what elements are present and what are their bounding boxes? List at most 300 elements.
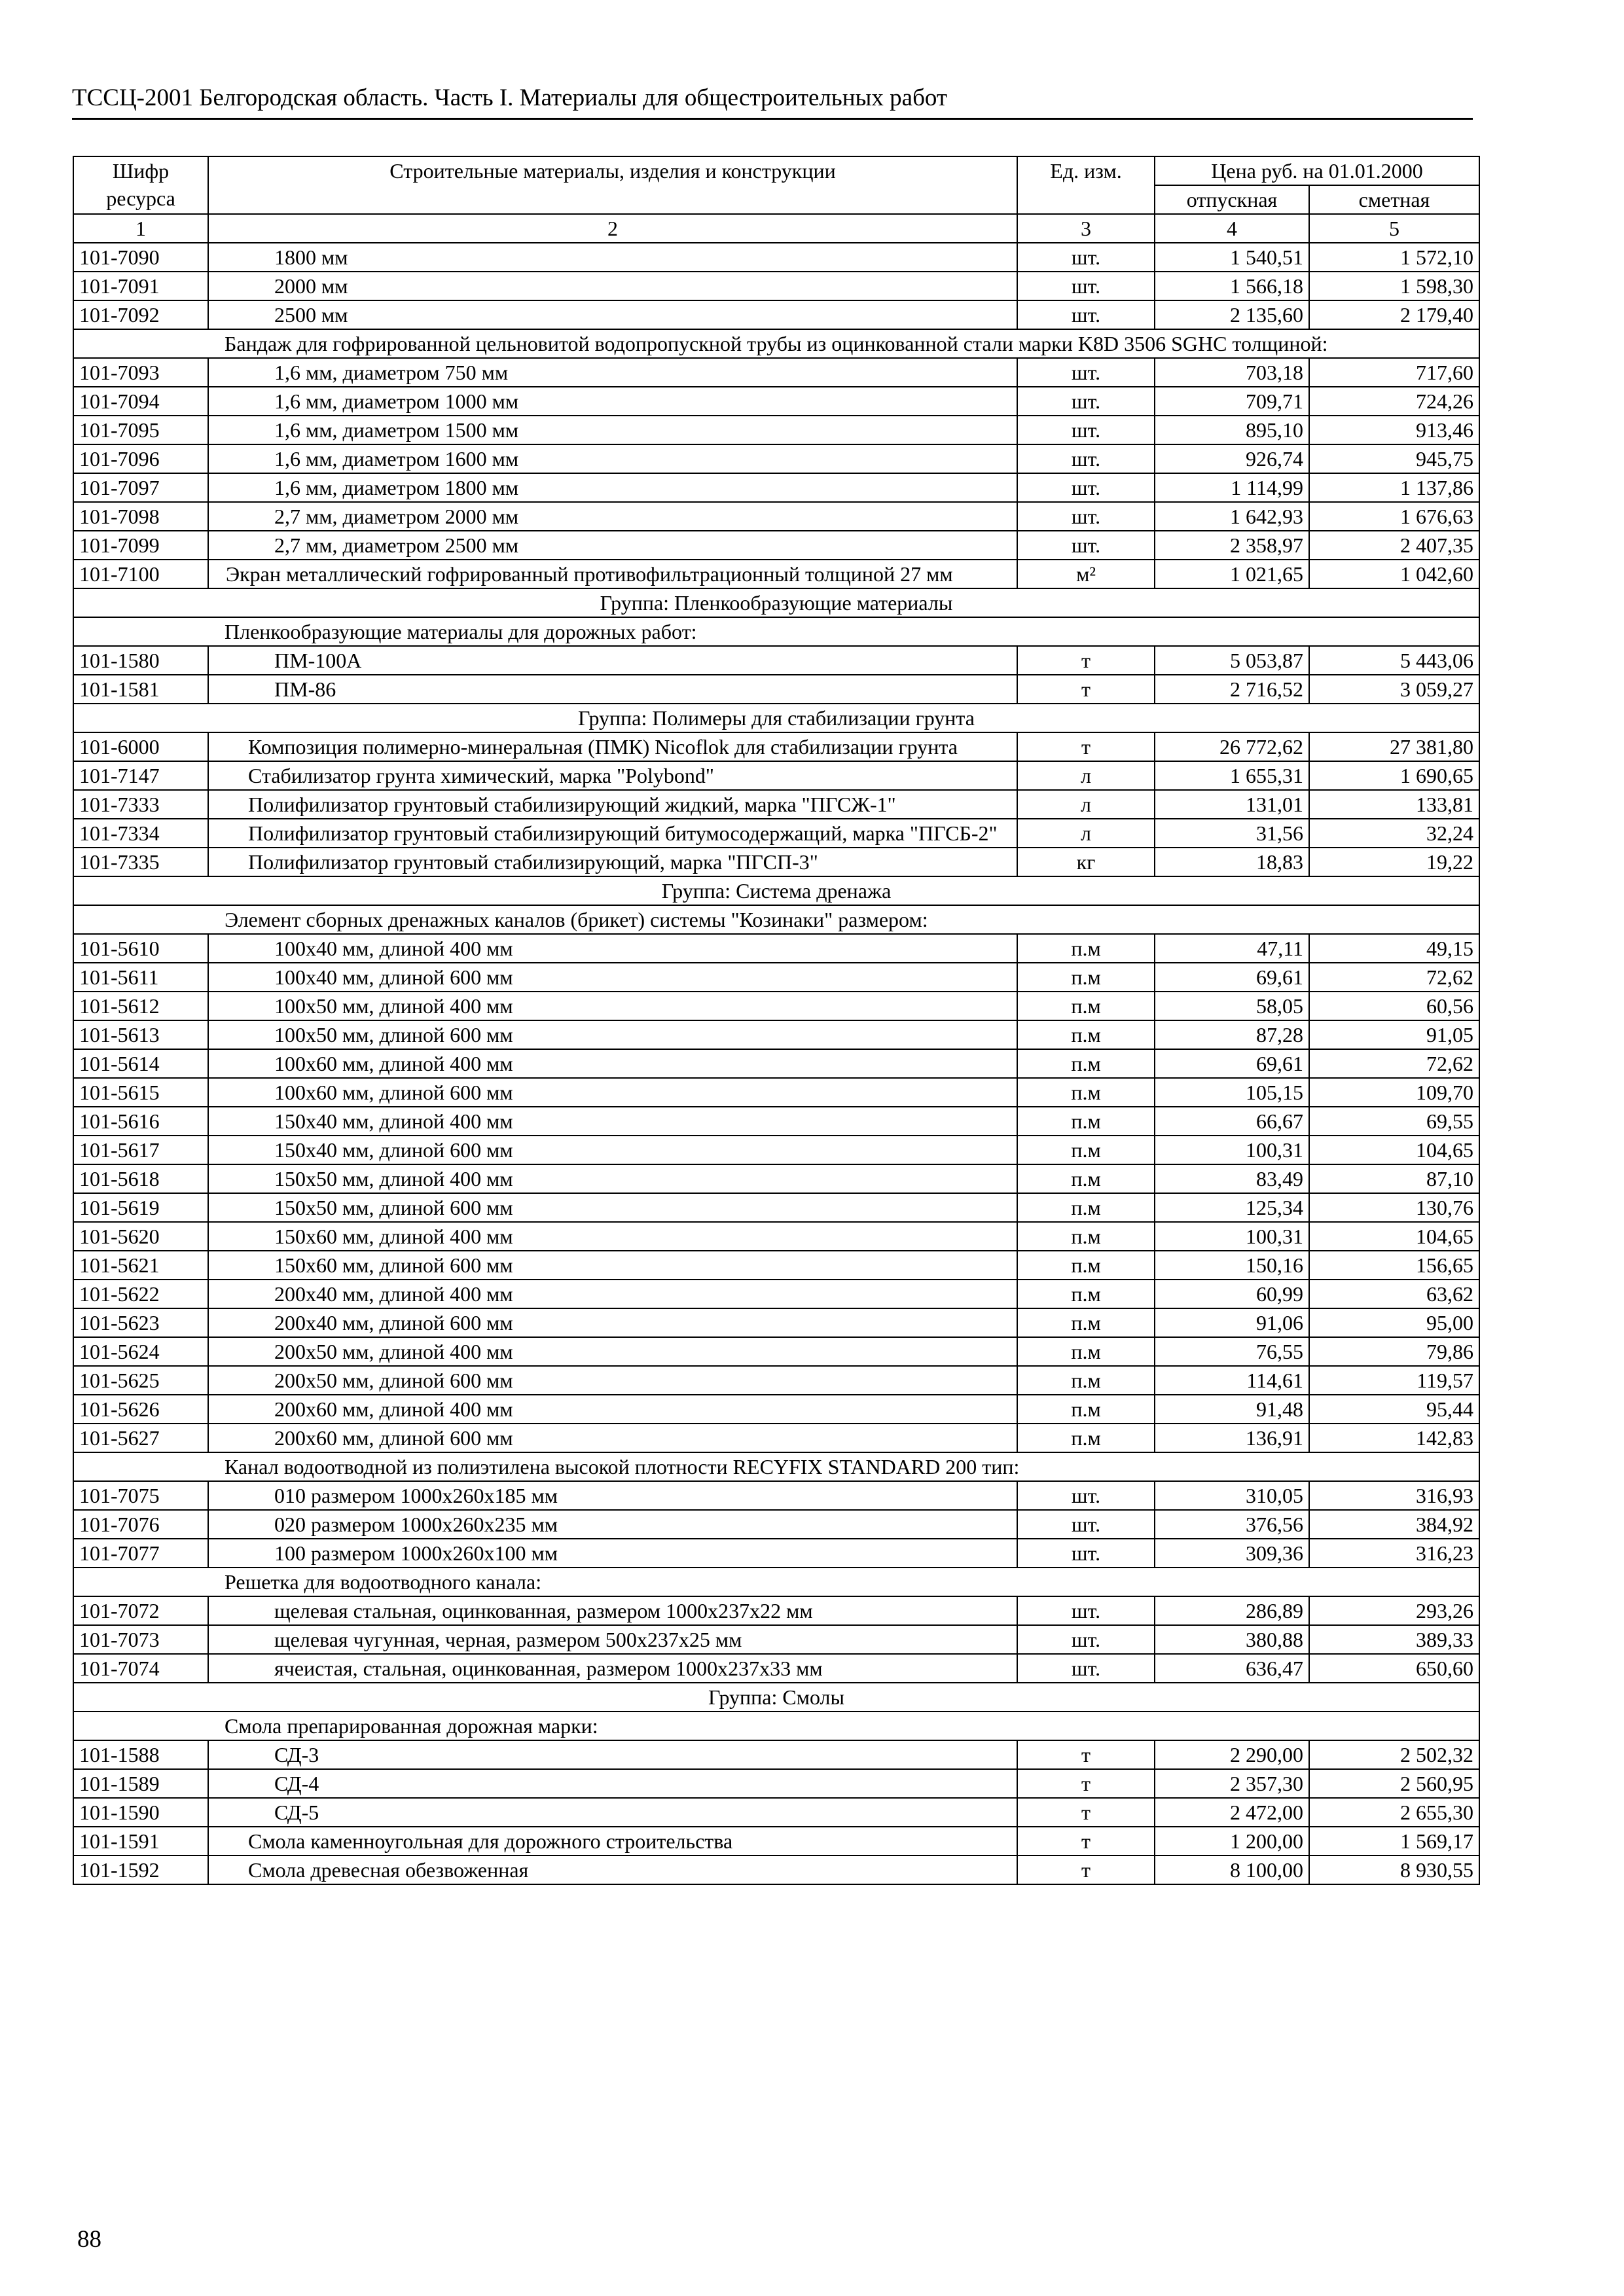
column-number: 5 [1309, 214, 1479, 243]
estimate-price: 3 059,27 [1309, 675, 1479, 704]
release-price: 131,01 [1155, 790, 1309, 819]
header-code: Шифр ресурса [73, 156, 208, 214]
estimate-price: 133,81 [1309, 790, 1479, 819]
release-price: 87,28 [1155, 1020, 1309, 1049]
price-table [73, 156, 1480, 1885]
release-price: 31,56 [1155, 819, 1309, 848]
estimate-price: 142,83 [1309, 1424, 1479, 1452]
estimate-price: 2 560,95 [1309, 1769, 1479, 1798]
header-unit: Ед. изм. [1017, 156, 1155, 214]
unit-cell: шт. [1017, 387, 1155, 416]
table-row [73, 1222, 1479, 1251]
resource-code: 101-7099 [73, 531, 208, 560]
table-header-row [73, 156, 1479, 185]
table-row [73, 1424, 1479, 1452]
unit-cell: п.м [1017, 1366, 1155, 1395]
table-row [73, 300, 1479, 329]
estimate-price: 104,65 [1309, 1136, 1479, 1164]
material-name: 2000 мм [208, 272, 1017, 300]
unit-cell: п.м [1017, 1395, 1155, 1424]
unit-cell: п.м [1017, 934, 1155, 963]
estimate-price: 1 598,30 [1309, 272, 1479, 300]
material-name: Полифилизатор грунтовый стабилизирующий, марка "ПГСП-3" [208, 848, 1017, 876]
table-row [73, 387, 1479, 416]
unit-cell: л [1017, 819, 1155, 848]
release-price: 69,61 [1155, 1049, 1309, 1078]
resource-code: 101-6000 [73, 732, 208, 761]
estimate-price: 95,00 [1309, 1308, 1479, 1337]
table-row [73, 1164, 1479, 1193]
resource-code: 101-7100 [73, 560, 208, 588]
table-row [73, 761, 1479, 790]
table-row [73, 1280, 1479, 1308]
release-price: 100,31 [1155, 1222, 1309, 1251]
estimate-price: 95,44 [1309, 1395, 1479, 1424]
resource-code: 101-7097 [73, 473, 208, 502]
material-name: 2,7 мм, диаметром 2000 мм [208, 502, 1017, 531]
estimate-price: 724,26 [1309, 387, 1479, 416]
section-heading-row [73, 329, 1479, 358]
resource-code: 101-5619 [73, 1193, 208, 1222]
release-price: 895,10 [1155, 416, 1309, 444]
material-name: 1,6 мм, диаметром 1800 мм [208, 473, 1017, 502]
table-row [73, 848, 1479, 876]
material-name: СД-5 [208, 1798, 1017, 1827]
unit-cell: шт. [1017, 473, 1155, 502]
resource-code: 101-1592 [73, 1856, 208, 1884]
unit-cell: п.м [1017, 1280, 1155, 1308]
section-heading: Канал водоотводной из полиэтилена высокой плотности RECYFIX STANDARD 200 тип: [73, 1452, 1479, 1481]
release-price: 47,11 [1155, 934, 1309, 963]
resource-code: 101-5612 [73, 992, 208, 1020]
header-estimate: сметная [1309, 185, 1479, 214]
estimate-price: 384,92 [1309, 1510, 1479, 1539]
unit-cell: т [1017, 1856, 1155, 1884]
section-heading: Бандаж для гофрированной цельновитой водопропускной трубы из оцинкованной стали марки K8D 3506 SGHC толщиной: [73, 329, 1479, 358]
resource-code: 101-1590 [73, 1798, 208, 1827]
resource-code: 101-7077 [73, 1539, 208, 1568]
release-price: 286,89 [1155, 1596, 1309, 1625]
table-row [73, 272, 1479, 300]
release-price: 1 642,93 [1155, 502, 1309, 531]
section-heading: Решетка для водоотводного канала: [73, 1568, 1479, 1596]
unit-cell: шт. [1017, 1596, 1155, 1625]
release-price: 1 540,51 [1155, 243, 1309, 272]
table-row [73, 358, 1479, 387]
resource-code: 101-5613 [73, 1020, 208, 1049]
unit-cell: п.м [1017, 1308, 1155, 1337]
unit-cell: шт. [1017, 531, 1155, 560]
material-name: 100х40 мм, длиной 400 мм [208, 934, 1017, 963]
estimate-price: 389,33 [1309, 1625, 1479, 1654]
resource-code: 101-5622 [73, 1280, 208, 1308]
section-heading-row [73, 1452, 1479, 1481]
table-row [73, 1481, 1479, 1510]
table-row [73, 1798, 1479, 1827]
table-row [73, 1539, 1479, 1568]
material-name: 1,6 мм, диаметром 750 мм [208, 358, 1017, 387]
resource-code: 101-7091 [73, 272, 208, 300]
resource-code: 101-5625 [73, 1366, 208, 1395]
resource-code: 101-7094 [73, 387, 208, 416]
resource-code: 101-7098 [73, 502, 208, 531]
release-price: 76,55 [1155, 1337, 1309, 1366]
section-heading: Элемент сборных дренажных каналов (брикет) системы "Козинаки" размером: [73, 905, 1479, 934]
release-price: 8 100,00 [1155, 1856, 1309, 1884]
release-price: 380,88 [1155, 1625, 1309, 1654]
table-row [73, 1856, 1479, 1884]
material-name: 100х50 мм, длиной 400 мм [208, 992, 1017, 1020]
page-number: 88 [77, 2226, 101, 2253]
release-price: 2 716,52 [1155, 675, 1309, 704]
resource-code: 101-7092 [73, 300, 208, 329]
unit-cell: п.м [1017, 1164, 1155, 1193]
table-row [73, 1107, 1479, 1136]
resource-code: 101-5610 [73, 934, 208, 963]
estimate-price: 2 179,40 [1309, 300, 1479, 329]
estimate-price: 2 655,30 [1309, 1798, 1479, 1827]
table-row [73, 646, 1479, 675]
resource-code: 101-5617 [73, 1136, 208, 1164]
unit-cell: шт. [1017, 300, 1155, 329]
resource-code: 101-7075 [73, 1481, 208, 1510]
table-row [73, 1020, 1479, 1049]
section-heading-row [73, 1712, 1479, 1740]
estimate-price: 109,70 [1309, 1078, 1479, 1107]
material-name: ячеистая, стальная, оцинкованная, размером 1000х237х33 мм [208, 1654, 1017, 1683]
material-name: 2,7 мм, диаметром 2500 мм [208, 531, 1017, 560]
material-name: 100 размером 1000х260х100 мм [208, 1539, 1017, 1568]
header-name: Строительные материалы, изделия и конструкции [208, 156, 1017, 214]
estimate-price: 316,23 [1309, 1539, 1479, 1568]
resource-code: 101-5618 [73, 1164, 208, 1193]
table-row [73, 1395, 1479, 1424]
estimate-price: 79,86 [1309, 1337, 1479, 1366]
material-name: 010 размером 1000х260х185 мм [208, 1481, 1017, 1510]
estimate-price: 91,05 [1309, 1020, 1479, 1049]
estimate-price: 1 676,63 [1309, 502, 1479, 531]
release-price: 709,71 [1155, 387, 1309, 416]
table-row [73, 790, 1479, 819]
unit-cell: м² [1017, 560, 1155, 588]
column-number: 1 [73, 214, 208, 243]
group-heading: Группа: Пленкообразующие материалы [73, 588, 1479, 617]
estimate-price: 1 042,60 [1309, 560, 1479, 588]
estimate-price: 60,56 [1309, 992, 1479, 1020]
table-row [73, 502, 1479, 531]
resource-code: 101-7147 [73, 761, 208, 790]
group-heading-row [73, 876, 1479, 905]
table-row [73, 243, 1479, 272]
material-name: 200х40 мм, длиной 400 мм [208, 1280, 1017, 1308]
unit-cell: шт. [1017, 272, 1155, 300]
unit-cell: п.м [1017, 1107, 1155, 1136]
estimate-price: 156,65 [1309, 1251, 1479, 1280]
estimate-price: 1 569,17 [1309, 1827, 1479, 1856]
resource-code: 101-5627 [73, 1424, 208, 1452]
release-price: 2 357,30 [1155, 1769, 1309, 1798]
group-heading: Группа: Смолы [73, 1683, 1479, 1712]
table-row [73, 1366, 1479, 1395]
group-heading: Группа: Система дренажа [73, 876, 1479, 905]
material-name: 150х60 мм, длиной 400 мм [208, 1222, 1017, 1251]
resource-code: 101-7090 [73, 243, 208, 272]
section-heading: Пленкообразующие материалы для дорожных работ: [73, 617, 1479, 646]
release-price: 1 114,99 [1155, 473, 1309, 502]
table-row [73, 531, 1479, 560]
resource-code: 101-7096 [73, 444, 208, 473]
release-price: 66,67 [1155, 1107, 1309, 1136]
estimate-price: 72,62 [1309, 963, 1479, 992]
unit-cell: л [1017, 790, 1155, 819]
resource-code: 101-5621 [73, 1251, 208, 1280]
material-name: 100х50 мм, длиной 600 мм [208, 1020, 1017, 1049]
release-price: 376,56 [1155, 1510, 1309, 1539]
table-row [73, 1136, 1479, 1164]
release-price: 636,47 [1155, 1654, 1309, 1683]
table-row [73, 1654, 1479, 1683]
release-price: 310,05 [1155, 1481, 1309, 1510]
resource-code: 101-7335 [73, 848, 208, 876]
release-price: 1 566,18 [1155, 272, 1309, 300]
estimate-price: 63,62 [1309, 1280, 1479, 1308]
release-price: 91,06 [1155, 1308, 1309, 1337]
material-name: 150х60 мм, длиной 600 мм [208, 1251, 1017, 1280]
estimate-price: 316,93 [1309, 1481, 1479, 1510]
material-name: 200х50 мм, длиной 600 мм [208, 1366, 1017, 1395]
section-heading-row [73, 1568, 1479, 1596]
table-row [73, 1596, 1479, 1625]
material-name: 100х40 мм, длиной 600 мм [208, 963, 1017, 992]
release-price: 1 655,31 [1155, 761, 1309, 790]
resource-code: 101-7095 [73, 416, 208, 444]
resource-code: 101-7073 [73, 1625, 208, 1654]
material-name: 150х40 мм, длиной 400 мм [208, 1107, 1017, 1136]
unit-cell: п.м [1017, 1193, 1155, 1222]
material-name: Смола древесная обезвоженная [208, 1856, 1017, 1884]
resource-code: 101-5623 [73, 1308, 208, 1337]
table-row [73, 1251, 1479, 1280]
material-name: 1,6 мм, диаметром 1000 мм [208, 387, 1017, 416]
section-heading-row [73, 617, 1479, 646]
material-name: щелевая чугунная, черная, размером 500х237х25 мм [208, 1625, 1017, 1654]
unit-cell: т [1017, 646, 1155, 675]
release-price: 1 200,00 [1155, 1827, 1309, 1856]
resource-code: 101-5624 [73, 1337, 208, 1366]
unit-cell: шт. [1017, 1539, 1155, 1568]
material-name: 150х40 мм, длиной 600 мм [208, 1136, 1017, 1164]
release-price: 150,16 [1155, 1251, 1309, 1280]
resource-code: 101-5614 [73, 1049, 208, 1078]
table-row [73, 1049, 1479, 1078]
header-release: отпускная [1155, 185, 1309, 214]
release-price: 2 358,97 [1155, 531, 1309, 560]
unit-cell: п.м [1017, 992, 1155, 1020]
table-row [73, 934, 1479, 963]
release-price: 5 053,87 [1155, 646, 1309, 675]
release-price: 18,83 [1155, 848, 1309, 876]
unit-cell: т [1017, 1740, 1155, 1769]
unit-cell: п.м [1017, 1049, 1155, 1078]
header-price: Цена руб. на 01.01.2000 [1155, 156, 1479, 185]
table-body [73, 243, 1479, 1884]
table-row [73, 444, 1479, 473]
material-name: СД-4 [208, 1769, 1017, 1798]
material-name: 150х50 мм, длиной 600 мм [208, 1193, 1017, 1222]
section-heading: Смола препарированная дорожная марки: [73, 1712, 1479, 1740]
material-name: 1,6 мм, диаметром 1500 мм [208, 416, 1017, 444]
material-name: Полифилизатор грунтовый стабилизирующий жидкий, марка "ПГСЖ-1" [208, 790, 1017, 819]
estimate-price: 293,26 [1309, 1596, 1479, 1625]
release-price: 91,48 [1155, 1395, 1309, 1424]
estimate-price: 945,75 [1309, 444, 1479, 473]
unit-cell: шт. [1017, 1481, 1155, 1510]
estimate-price: 130,76 [1309, 1193, 1479, 1222]
resource-code: 101-1588 [73, 1740, 208, 1769]
release-price: 2 472,00 [1155, 1798, 1309, 1827]
material-name: 1800 мм [208, 243, 1017, 272]
table-row [73, 1308, 1479, 1337]
unit-cell: п.м [1017, 1020, 1155, 1049]
table-row [73, 473, 1479, 502]
resource-code: 101-7074 [73, 1654, 208, 1683]
estimate-price: 1 690,65 [1309, 761, 1479, 790]
unit-cell: т [1017, 675, 1155, 704]
release-price: 2 290,00 [1155, 1740, 1309, 1769]
estimate-price: 650,60 [1309, 1654, 1479, 1683]
release-price: 114,61 [1155, 1366, 1309, 1395]
release-price: 125,34 [1155, 1193, 1309, 1222]
material-name: ПМ-86 [208, 675, 1017, 704]
group-heading: Группа: Полимеры для стабилизации грунта [73, 704, 1479, 732]
estimate-price: 8 930,55 [1309, 1856, 1479, 1884]
column-number: 2 [208, 214, 1017, 243]
unit-cell: т [1017, 732, 1155, 761]
resource-code: 101-7072 [73, 1596, 208, 1625]
material-name: 200х50 мм, длиной 400 мм [208, 1337, 1017, 1366]
material-name: СД-3 [208, 1740, 1017, 1769]
estimate-price: 1 137,86 [1309, 473, 1479, 502]
resource-code: 101-5616 [73, 1107, 208, 1136]
unit-cell: п.м [1017, 963, 1155, 992]
resource-code: 101-5626 [73, 1395, 208, 1424]
material-name: 150х50 мм, длиной 400 мм [208, 1164, 1017, 1193]
column-number: 3 [1017, 214, 1155, 243]
estimate-price: 2 502,32 [1309, 1740, 1479, 1769]
table-row [73, 560, 1479, 588]
resource-code: 101-5611 [73, 963, 208, 992]
resource-code: 101-7334 [73, 819, 208, 848]
table-row [73, 963, 1479, 992]
table-row [73, 1510, 1479, 1539]
release-price: 136,91 [1155, 1424, 1309, 1452]
unit-cell: п.м [1017, 1222, 1155, 1251]
release-price: 100,31 [1155, 1136, 1309, 1164]
release-price: 105,15 [1155, 1078, 1309, 1107]
release-price: 703,18 [1155, 358, 1309, 387]
release-price: 926,74 [1155, 444, 1309, 473]
resource-code: 101-7076 [73, 1510, 208, 1539]
estimate-price: 1 572,10 [1309, 243, 1479, 272]
resource-code: 101-7333 [73, 790, 208, 819]
unit-cell: шт. [1017, 1625, 1155, 1654]
material-name: 2500 мм [208, 300, 1017, 329]
release-price: 1 021,65 [1155, 560, 1309, 588]
estimate-price: 69,55 [1309, 1107, 1479, 1136]
table-row [73, 732, 1479, 761]
table-row [73, 1193, 1479, 1222]
release-price: 58,05 [1155, 992, 1309, 1020]
unit-cell: шт. [1017, 416, 1155, 444]
unit-cell: п.м [1017, 1078, 1155, 1107]
section-heading-row [73, 905, 1479, 934]
estimate-price: 5 443,06 [1309, 646, 1479, 675]
material-name: Экран металлический гофрированный противофильтрационный толщиной 27 мм [208, 560, 1017, 588]
table-row [73, 992, 1479, 1020]
resource-code: 101-1580 [73, 646, 208, 675]
unit-cell: т [1017, 1798, 1155, 1827]
column-number: 4 [1155, 214, 1309, 243]
release-price: 2 135,60 [1155, 300, 1309, 329]
estimate-price: 104,65 [1309, 1222, 1479, 1251]
table-row [73, 1078, 1479, 1107]
table-row [73, 1769, 1479, 1798]
table-row [73, 1337, 1479, 1366]
unit-cell: шт. [1017, 1654, 1155, 1683]
unit-cell: шт. [1017, 358, 1155, 387]
material-name: Смола каменноугольная для дорожного строительства [208, 1827, 1017, 1856]
group-heading-row [73, 1683, 1479, 1712]
material-name: 200х40 мм, длиной 600 мм [208, 1308, 1017, 1337]
table-row [73, 819, 1479, 848]
table-row [73, 1625, 1479, 1654]
material-name: Полифилизатор грунтовый стабилизирующий битумосодержащий, марка "ПГСБ-2" [208, 819, 1017, 848]
resource-code: 101-1589 [73, 1769, 208, 1798]
release-price: 69,61 [1155, 963, 1309, 992]
unit-cell: шт. [1017, 444, 1155, 473]
page-header: ТССЦ-2001 Белгородская область. Часть I. Материалы для общестроительных работ [72, 84, 1473, 120]
unit-cell: шт. [1017, 502, 1155, 531]
unit-cell: п.м [1017, 1337, 1155, 1366]
unit-cell: п.м [1017, 1251, 1155, 1280]
estimate-price: 119,57 [1309, 1366, 1479, 1395]
estimate-price: 87,10 [1309, 1164, 1479, 1193]
unit-cell: п.м [1017, 1424, 1155, 1452]
estimate-price: 19,22 [1309, 848, 1479, 876]
table-row [73, 1740, 1479, 1769]
material-name: Композиция полимерно-минеральная (ПМК) Nicoflok для стабилизации грунта [208, 732, 1017, 761]
material-name: 1,6 мм, диаметром 1600 мм [208, 444, 1017, 473]
material-name: 100х60 мм, длиной 400 мм [208, 1049, 1017, 1078]
estimate-price: 27 381,80 [1309, 732, 1479, 761]
release-price: 83,49 [1155, 1164, 1309, 1193]
resource-code: 101-1581 [73, 675, 208, 704]
resource-code: 101-5615 [73, 1078, 208, 1107]
estimate-price: 717,60 [1309, 358, 1479, 387]
release-price: 60,99 [1155, 1280, 1309, 1308]
material-name: ПМ-100А [208, 646, 1017, 675]
material-name: 100х60 мм, длиной 600 мм [208, 1078, 1017, 1107]
column-number-row [73, 214, 1479, 243]
resource-code: 101-1591 [73, 1827, 208, 1856]
material-name: 200х60 мм, длиной 400 мм [208, 1395, 1017, 1424]
material-name: 020 размером 1000х260х235 мм [208, 1510, 1017, 1539]
unit-cell: т [1017, 1769, 1155, 1798]
material-name: Стабилизатор грунта химический, марка "Polybond" [208, 761, 1017, 790]
group-heading-row [73, 588, 1479, 617]
unit-cell: шт. [1017, 1510, 1155, 1539]
group-heading-row [73, 704, 1479, 732]
